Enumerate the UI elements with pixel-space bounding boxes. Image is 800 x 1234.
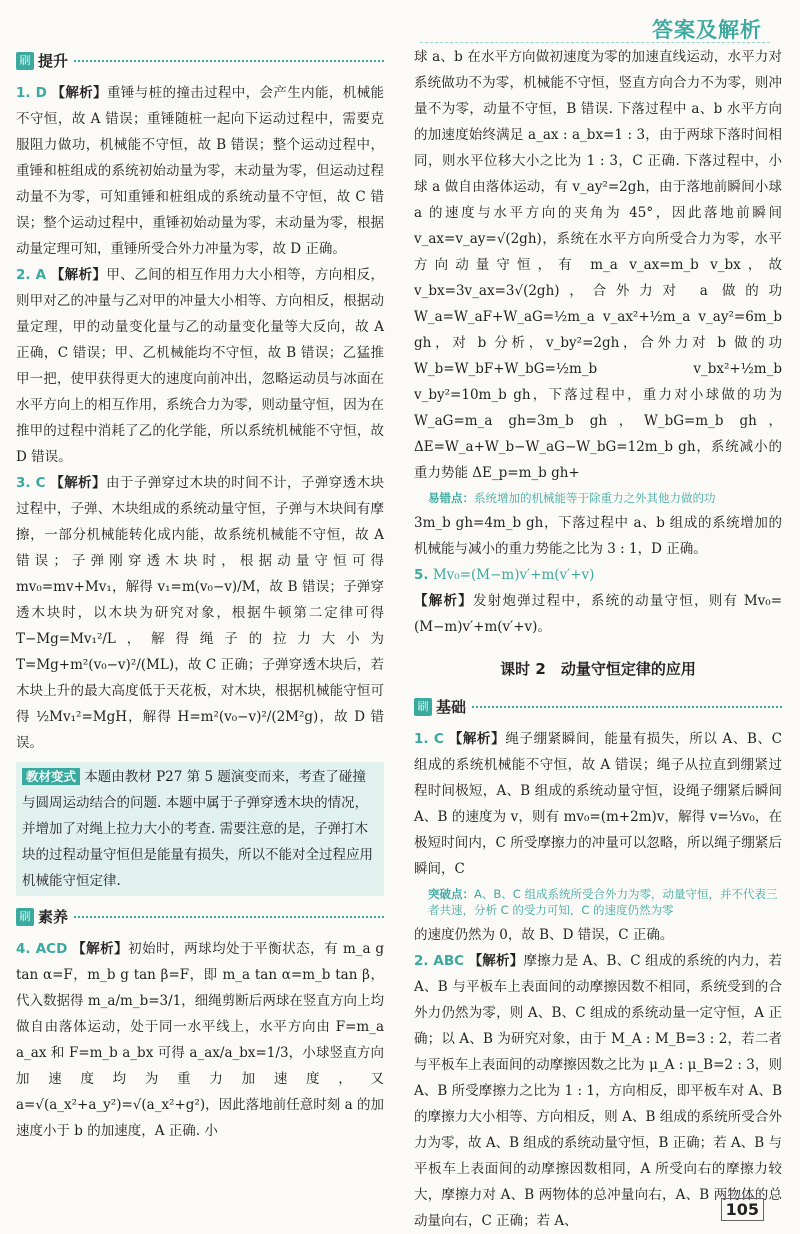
lesson-title: 课时 2 动量守恒定律的应用 xyxy=(500,660,696,678)
answer-item-4: 4. ACD 【解析】初始时，两球均处于平衡状态，有 m_a g tan α=F，m_b g tan β=F，即 m_a tan α=m_b tan β，代入数据得 m_a/m_b=3/1，细绳剪断后两球在竖直方向上均做自由落体运动，处于同一水平线上，水平方向由 F=m_a a_ax 和 F=m_b a_bx 可得 a_ax/a_bx=1/3，小球竖直方向加速度均为重力加速度，又 a=√(a_x²+a_y²)=√(a_x²+g²)，因此落地前任意时刻 a 的加速度小于 b 的加速度，A 正确. 小 xyxy=(16,941,384,1139)
answer-item-5: 5. Mv₀=(M−m)v′+m(v′+v) xyxy=(414,567,595,583)
dotted-rule xyxy=(74,60,384,62)
answer-item-3: 3. C 【解析】由于子弹穿过木块的时间不计，子弹穿透木块过程中，子弹、木块组成的系统动量守恒，子弹与木块间有摩擦，一部分机械能转化成内能，故系统机械能不守恒，故 A 错误；子弹刚穿透木块时，根据动量守恒可得 mv₀=mv+Mv₁，解得 v₁=m(v₀−v)/M，故 B 错误；子弹穿透木块时，以木块为研究对象，根据牛顿第二定律可得 T−Mg=Mv₁²/L，解得绳子的拉力大小为 T=Mg+m²(v₀−v)²/(ML)，故 C 正确；子弹穿透木块后，若木块上升的最大高度低于天花板，对木块，根据机械能守恒可得 ½Mv₁²=MgH，解得 H=m²(v₀−v)²/(2M²g)，故 D 错误。 xyxy=(16,475,385,751)
section-suyang xyxy=(16,902,384,932)
lesson-answer-item-1-end: 的速度仍然为 0，故 B、D 错误，C 正确。 xyxy=(414,927,674,943)
header-title: 答案及解析 xyxy=(652,18,762,42)
textbook-variant-note xyxy=(16,762,384,896)
dotted-rule xyxy=(472,706,782,708)
left-column xyxy=(16,44,384,1144)
section-label: 提升 xyxy=(38,52,69,70)
section-label: 基础 xyxy=(436,698,467,716)
answer-item-4-continued: 球 a、b 在水平方向做初速度为零的加速直线运动，水平力对系统做功不为零，机械能不守恒，竖直方向合力不为零，则冲量不为零，动量不守恒，B 错误. 下落过程中 a、b 水平方向的加速度始终满足 a_ax : a_bx=1 : 3，由于两球下落时间相同，则水平位移大小之比为 1 : 3，C 正确. 下落过程中，小球 a 做自由落体运动，有 v_ay²=2gh，由于落地前瞬间小球 a 的速度与水平方向的夹角为 45°，因此落地前瞬间 v_ax=v_ay=√(2gh)，系统在水平方向所受合力为零，水平方向动量守恒，有 m_a v_ax=m_b v_bx，故 v_bx=3v_ax=3√(2gh)，合外力对 a 做的功 W_a=W_aF+W_aG=½m_a v_ax²+½m_a v_ay²=6m_b gh，对 b 分析，v_by²=2gh，合外力对 b 做的功 W_b=W_bF+W_bG=½m_b v_bx²+½m_b v_by²=10m_b gh，下落过程中，重力对小球做的功为 W_aG=m_a gh=3m_b gh，W_bG=m_b gh，ΔE=W_a+W_b−W_aG−W_bG=12m_b gh，系统减小的重力势能 ΔE_p=m_b gh+ xyxy=(414,49,782,481)
error-prone-tip: 易错点：系统增加的机械能等于除重力之外其他力做的功 xyxy=(428,491,716,505)
answer-item-5-analysis: 【解析】发射炮弹过程中，系统的动量守恒，则有 Mv₀=(M−m)v′+m(v′+v)。 xyxy=(414,593,783,635)
section-jichu xyxy=(414,692,782,722)
breakthrough-tip: 突破点：A、B、C 组成系统所受合外力为零，动量守恒，并不代表三者共速，分析 C 的受力可知，C 的速度仍然为零 xyxy=(428,887,778,917)
page-number: 105 xyxy=(721,1198,764,1221)
lesson-answer-item-1: 1. C 【解析】绳子绷紧瞬间，能量有损失，所以 A、B、C 组成的系统机械能不守恒，故 A 错误；绳子从拉直到绷紧过程时间极短，A、B 组成的系统动量守恒，设绳子绷紧后瞬间 A、B 的速度为 v，则有 mv₀=(m+2m)v，解得 v=⅓v₀，在极短时间内，C 所受摩擦力的冲量可以忽略，所以绳子绷紧后瞬间，C xyxy=(414,731,782,877)
dotted-rule xyxy=(74,916,384,918)
lesson-answer-item-2: 2. ABC 【解析】摩擦力是 A、B、C 组成的系统的内力，若 A、B 与平板车上表面间的动摩擦因数不相同，系统受到的合外力仍然为零，则 A、B、C 组成的系统动量一定守恒，A 正确；以 A、B 为研究对象，由于 M_A : M_B=3 : 2，若二者与平板车上表面间的动摩擦因数之比为 μ_A : μ_B=2 : 3，则 A、B 所受摩擦力之比为 1 : 1，方向相反，即平板车对 A、B 的摩擦力大小相等、方向相反，则 A、B 组成的系统所受合外力为零，故 A、B 组成的系统动量守恒，B 正确；若 A、B 与平板车上表面间的动摩擦因数相同，A 所受向右的摩擦力较大，摩擦力对 A、B 两物体的总冲量向右，A、B 两物体的总动量向右，C 正确；若 A、 xyxy=(414,953,782,1229)
right-column xyxy=(414,44,782,1234)
section-label: 素养 xyxy=(38,908,69,926)
answer-item-1: 1. D 【解析】重锤与桩的撞击过程中，会产生内能，机械能不守恒，故 A 错误；重锤随桩一起向下运动过程中，需要克服阻力做功，机械能不守恒，故 B 错误；整个运动过程中，重锤和桩组成的系统初始动量为零，末动量为零，但运动过程动量不为零，可知重锤和桩组成的系统动量不守恒，故 C 错误；整个运动过程中，重锤初始动量为零，末动量为零，根据动量定理可知，重锤所受合外力冲量为零，故 D 正确。 xyxy=(16,85,385,257)
section-badge: 刷 xyxy=(16,908,34,926)
answer-item-4-end: 3m_b gh=4m_b gh，下落过程中 a、b 组成的系统增加的机械能与减小的重力势能之比为 3 : 1，D 正确。 xyxy=(414,515,782,557)
note-text: 本题由教材 P27 第 5 题演变而来，考查了碰撞与圆周运动结合的问题. 本题中属于子弹穿透木块的情况，并增加了对绳上拉力大小的考查. 需要注意的是，子弹打木块的过程动量守恒但是能量有损失，所以不能对全过程应用机械能守恒定律. xyxy=(22,769,373,889)
section-badge: 刷 xyxy=(16,52,34,70)
section-badge: 刷 xyxy=(414,698,432,716)
section-tisheng xyxy=(16,46,384,76)
answer-item-2: 2. A 【解析】甲、乙间的相互作用力大小相等，方向相反，则甲对乙的冲量与乙对甲的冲量大小相等、方向相反，根据动量定理，甲的动量变化量与乙的动量变化量等大反向，故 A 正确，C 错误；甲、乙机械能均不守恒，故 B 错误；乙猛推甲一把，使甲获得更大的速度向前冲出，忽略运动员与冰面在水平方向上的相互作用，系统合力为零，则动量守恒，因为在推甲的过程中消耗了乙的化学能，所以系统机械能不守恒，故 D 错误。 xyxy=(16,267,385,465)
header-rule xyxy=(420,42,770,43)
note-label: 教材变式 xyxy=(22,768,80,785)
